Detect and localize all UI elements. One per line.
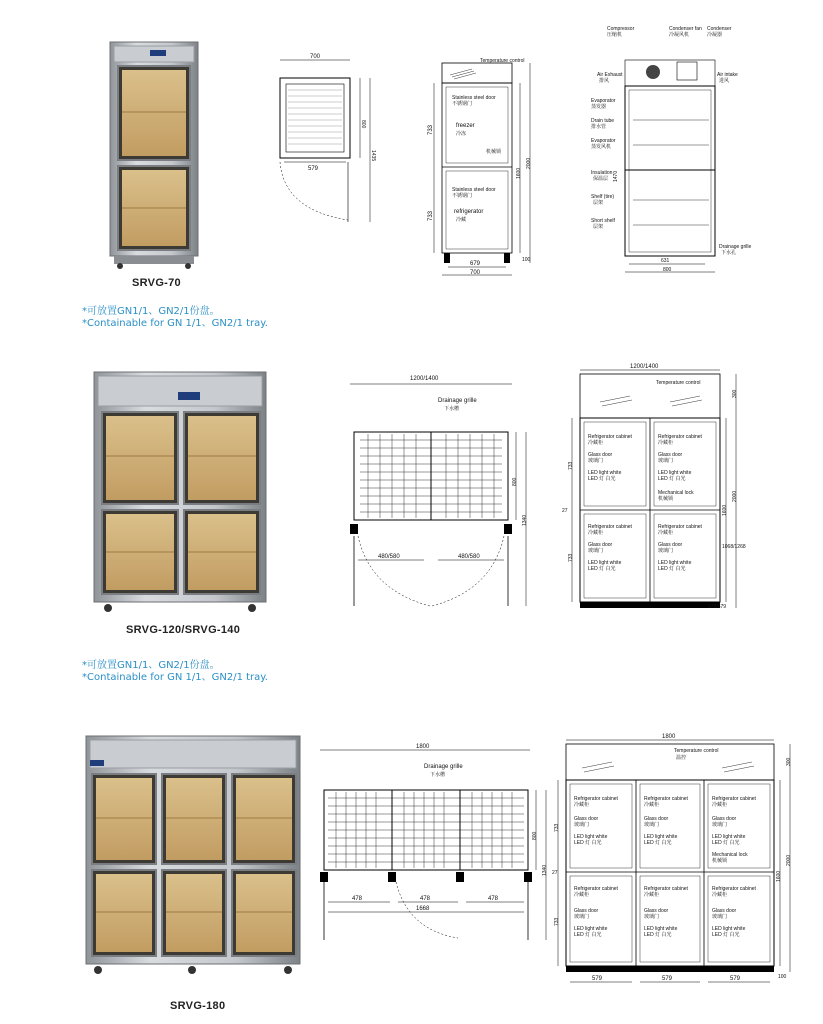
tray-note-cn: *可放置GN1/1、GN2/1份盘。 <box>82 660 220 671</box>
short-shelf-cn: 层架 <box>593 224 604 230</box>
cabinet-en-1: Refrigerator cabinet <box>588 434 632 440</box>
tray-note-cn: *可放置GN1/1、GN2/1份盘。 <box>82 306 220 317</box>
temp-control-cn: 温控 <box>676 755 687 761</box>
condenser-cn: 冷凝器 <box>707 32 723 38</box>
air-intake-en: Air intake <box>717 72 738 78</box>
tray-note-en: *Containable for GN 1/1、GN2/1 tray. <box>82 318 268 329</box>
drainage-en: Drainage grille <box>424 764 463 770</box>
evaporator2-cn: 蒸发风机 <box>591 144 612 150</box>
product-photo-srvg-70 <box>106 38 202 270</box>
glass-cn-1: 玻璃门 <box>588 458 604 464</box>
fridge-en: refrigerator <box>454 209 484 215</box>
drain-tube-cn: 排水管 <box>591 124 607 130</box>
led-en-2: LED light white <box>658 470 692 476</box>
dim-700: 700 <box>470 270 481 276</box>
dim-300: 300 <box>732 389 738 398</box>
glass-cn-2: 玻璃门 <box>644 822 660 828</box>
cabinet-en-2: Refrigerator cabinet <box>644 796 688 802</box>
tray-note-en: *Containable for GN 1/1、GN2/1 tray. <box>82 672 268 683</box>
dim-door-left: 480/580 <box>378 554 400 560</box>
dim-733-lower: 733 <box>428 210 434 221</box>
product-photo-srvg-120 <box>88 366 272 616</box>
dim-300: 300 <box>786 757 792 766</box>
dim-679: 679 <box>470 261 481 267</box>
led-en-1: LED light white <box>574 834 608 840</box>
cabinet-en-1: Refrigerator cabinet <box>574 796 618 802</box>
dim-depth: 800 <box>360 120 366 129</box>
product-photo-srvg-180 <box>80 732 306 978</box>
dim-100: 100 <box>522 257 531 263</box>
led-en-5: LED light white <box>644 926 678 932</box>
front-view-drawing-srvg-120 <box>560 362 755 634</box>
top-view-drawing-srvg-70 <box>270 50 380 230</box>
cabinet-en-3: Refrigerator cabinet <box>588 524 632 530</box>
led-cn-1: LED 灯 白光 <box>574 840 602 846</box>
door-lower-cn: 不锈钢门 <box>452 193 473 199</box>
cabinet-en-4: Refrigerator cabinet <box>658 524 702 530</box>
led-en-3: LED light white <box>588 560 622 566</box>
freezer-cn: 冷冻 <box>456 131 467 137</box>
cabinet-cn-1: 冷藏柜 <box>574 802 590 808</box>
glass-cn-5: 玻璃门 <box>644 914 660 920</box>
cabinet-cn-4: 冷藏柜 <box>574 892 590 898</box>
led-en-3: LED light white <box>712 834 746 840</box>
dim-width: 1200/1400 <box>630 364 659 370</box>
cabinet-en-2: Refrigerator cabinet <box>658 434 702 440</box>
drain-tube-en: Drain tube <box>591 118 615 124</box>
glass-cn-4: 玻璃门 <box>658 548 674 554</box>
glass-en-1: Glass door <box>574 816 599 822</box>
dim-bottom: 579/679 <box>708 604 727 610</box>
dim-bottom-3: 579 <box>730 976 741 982</box>
cabinet-cn-2: 冷藏柜 <box>658 440 674 446</box>
air-exhaust-cn: 排风 <box>599 78 610 84</box>
glass-en-1: Glass door <box>588 452 613 458</box>
model-label: SRVG-120/SRVG-140 <box>126 624 241 636</box>
short-shelf-en: Short shelf <box>591 218 615 224</box>
led-cn-4: LED 灯 白光 <box>574 932 602 938</box>
dim-door-3: 478 <box>488 896 499 902</box>
glass-cn-3: 玻璃门 <box>588 548 604 554</box>
dim-depth: 800 <box>532 831 538 840</box>
cabinet-en-6: Refrigerator cabinet <box>712 886 756 892</box>
dim-27: 27 <box>562 508 568 514</box>
led-cn-5: LED 灯 白光 <box>644 932 672 938</box>
dim-open: 1340 <box>522 514 528 526</box>
side-view-drawing-srvg-70 <box>585 20 760 280</box>
mech-lock-en: Mechanical lock <box>712 852 748 858</box>
evaporator1-en: Evaporator <box>591 98 616 104</box>
cabinet-en-5: Refrigerator cabinet <box>644 886 688 892</box>
mech-lock-en: Mechanical lock <box>658 490 694 496</box>
dim-door-1: 478 <box>352 896 363 902</box>
dim-733-upper: 733 <box>428 124 434 135</box>
led-en-2: LED light white <box>644 834 678 840</box>
door-upper-en: Stainless steel door <box>452 95 496 101</box>
dim-open: 1340 <box>542 864 548 876</box>
drainage-cn: 下水孔 <box>721 250 737 256</box>
dim-bottom-2: 579 <box>662 976 673 982</box>
dim-open: 1435 <box>370 150 376 162</box>
freezer-en: freezer <box>456 123 475 129</box>
cabinet-cn-3: 冷藏柜 <box>588 530 604 536</box>
cabinet-en-4: Refrigerator cabinet <box>574 886 618 892</box>
led-cn-6: LED 灯 白光 <box>712 932 740 938</box>
compressor-en: Compressor <box>607 26 635 32</box>
dim-depth: 800 <box>512 477 518 486</box>
air-exhaust-en: Air Exhaust <box>597 72 623 78</box>
led-cn-3: LED 灯 白光 <box>712 840 740 846</box>
dim-1068: 1068/1268 <box>722 544 746 550</box>
dim-width: 1800 <box>416 744 430 750</box>
glass-en-3: Glass door <box>712 816 737 822</box>
led-en-4: LED light white <box>658 560 692 566</box>
door-upper-cn: 不锈钢门 <box>452 101 473 107</box>
dim-800: 800 <box>663 267 672 273</box>
dim-1470: 1470 <box>613 170 619 182</box>
dim-width: 1200/1400 <box>410 376 439 382</box>
cabinet-cn-4: 冷藏柜 <box>658 530 674 536</box>
cabinet-cn-1: 冷藏柜 <box>588 440 604 446</box>
dim-width: 1800 <box>662 734 676 740</box>
door-lower-en: Stainless steel door <box>452 187 496 193</box>
drainage-cn: 下水槽 <box>430 772 446 778</box>
led-cn-1: LED 灯 白光 <box>588 476 616 482</box>
glass-en-5: Glass door <box>644 908 669 914</box>
lock-cn: 机械锁 <box>486 149 502 155</box>
dim-span: 1668 <box>416 906 430 912</box>
led-cn-4: LED 灯 白光 <box>658 566 686 572</box>
dim-1600: 1600 <box>776 870 782 882</box>
mech-lock-cn: 机械锁 <box>712 858 728 864</box>
shelf-cn: 层架 <box>593 200 604 206</box>
glass-en-2: Glass door <box>644 816 669 822</box>
glass-cn-2: 玻璃门 <box>658 458 674 464</box>
glass-cn-6: 玻璃门 <box>712 914 728 920</box>
cabinet-cn-5: 冷藏柜 <box>644 892 660 898</box>
insulation-en: Insulation <box>591 170 613 176</box>
evaporator1-cn: 蒸发器 <box>591 104 607 110</box>
insulation-cn: 保温层 <box>593 176 609 182</box>
led-cn-2: LED 灯 白光 <box>644 840 672 846</box>
glass-en-2: Glass door <box>658 452 683 458</box>
temp-control-label: Temperature control <box>674 748 719 754</box>
drainage-en: Drainage grille <box>719 244 752 250</box>
dim-door-right: 480/580 <box>458 554 480 560</box>
cabinet-en-3: Refrigerator cabinet <box>712 796 756 802</box>
drainage-en: Drainage grille <box>438 398 477 404</box>
glass-en-4: Glass door <box>658 542 683 548</box>
condenser-fan-en: Condenser fan <box>669 26 702 32</box>
led-en-4: LED light white <box>574 926 608 932</box>
led-cn-3: LED 灯 白光 <box>588 566 616 572</box>
cabinet-cn-3: 冷藏柜 <box>712 802 728 808</box>
dim-100: 100 <box>778 974 787 980</box>
condenser-en: Condenser <box>707 26 732 32</box>
cabinet-cn-2: 冷藏柜 <box>644 802 660 808</box>
led-cn-2: LED 灯 白光 <box>658 476 686 482</box>
top-view-drawing-srvg-180 <box>312 742 552 952</box>
evaporator2-en: Evaporator <box>591 138 616 144</box>
glass-en-3: Glass door <box>588 542 613 548</box>
dim-2000: 2000 <box>526 157 532 169</box>
fridge-cn: 冷藏 <box>456 217 467 223</box>
glass-cn-1: 玻璃门 <box>574 822 590 828</box>
led-en-6: LED light white <box>712 926 746 932</box>
mech-lock-cn: 机械锁 <box>658 496 674 502</box>
dim-2000: 2000 <box>732 490 738 502</box>
dim-1600: 1600 <box>516 167 522 179</box>
dim-inner: 579 <box>308 166 319 172</box>
dim-27: 27 <box>552 870 558 876</box>
dim-733-upper: 733 <box>568 461 574 470</box>
glass-cn-4: 玻璃门 <box>574 914 590 920</box>
air-intake-cn: 进风 <box>719 78 730 84</box>
dim-2000: 2000 <box>786 854 792 866</box>
dim-width: 700 <box>310 54 321 60</box>
led-en-1: LED light white <box>588 470 622 476</box>
temp-control-label: Temperature control <box>656 380 701 386</box>
glass-cn-3: 玻璃门 <box>712 822 728 828</box>
model-label: SRVG-70 <box>132 277 181 289</box>
temp-control-label: Temperature control <box>480 58 525 64</box>
front-view-drawing-srvg-180 <box>552 732 802 992</box>
top-view-drawing-srvg-120 <box>340 370 540 615</box>
glass-en-6: Glass door <box>712 908 737 914</box>
model-label: SRVG-180 <box>170 1000 226 1012</box>
dim-bottom-1: 579 <box>592 976 603 982</box>
drainage-cn: 下水槽 <box>444 406 460 412</box>
dim-1600: 1600 <box>722 504 728 516</box>
shelf-en: Shelf (tire) <box>591 194 615 200</box>
dim-733-lower: 733 <box>568 553 574 562</box>
compressor-cn: 压缩机 <box>607 32 623 38</box>
dim-631: 631 <box>661 258 670 264</box>
dim-door-2: 478 <box>420 896 431 902</box>
dim-733-upper: 733 <box>554 823 560 832</box>
front-view-drawing-srvg-70 <box>420 55 535 280</box>
dim-733-lower: 733 <box>554 917 560 926</box>
cabinet-cn-6: 冷藏柜 <box>712 892 728 898</box>
condenser-fan-cn: 冷凝风机 <box>669 32 690 38</box>
glass-en-4: Glass door <box>574 908 599 914</box>
